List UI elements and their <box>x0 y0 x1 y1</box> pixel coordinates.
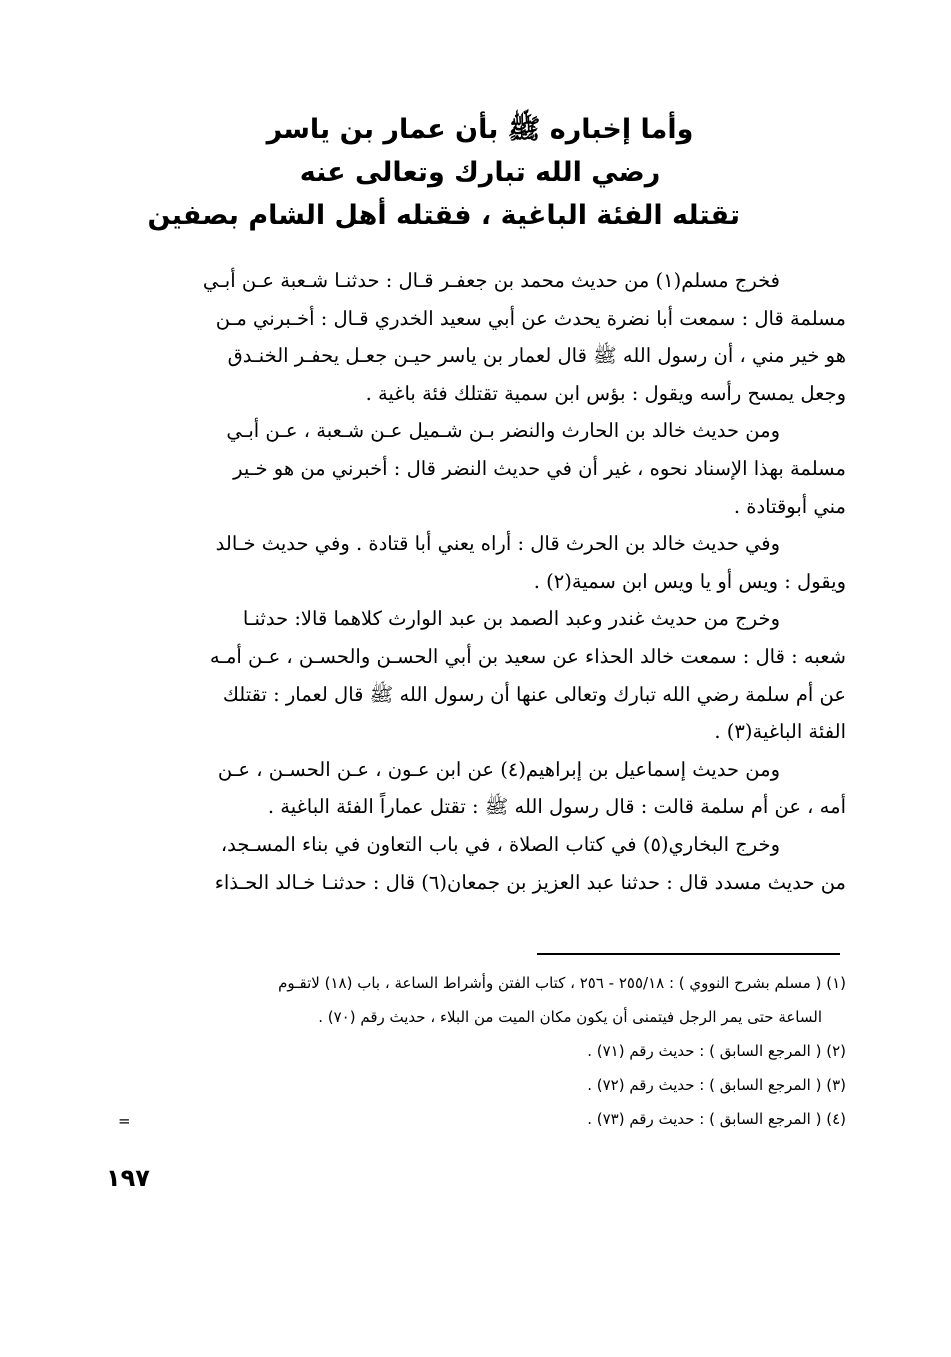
text-line: وجعل يمسح رأسه ويقول : بؤس ابن سمية تقتلك فئة باغية . <box>365 381 846 405</box>
text-line: ومن حديث خالد بن الحارث والنضر بـن شـميل عـن شـعبة ، عـن أبـي <box>226 419 780 443</box>
text-line: أمه ، عن أم سلمة قالت : قال رسول الله ﷺ : تقتل عماراً الفئة الباغية . <box>267 795 846 819</box>
heading-line-3: تقتله الفئة الباغية ، فقتله أهل الشام بصفين <box>147 200 740 231</box>
page-number: ١٩٧ <box>106 1164 150 1192</box>
text-line: ويقول : ويس أو يا ويس ابن سمية(٢) . <box>533 569 846 593</box>
text-line: مسلمة بهذا الإسناد نحوه ، غير أن في حديث النضر قال : أخبرني من هو خـير <box>233 456 846 480</box>
text-line: فخرج مسلم(١) من حديث محمد بن جعفـر قـال : حدثنـا شـعبة عـن أبـي <box>202 269 780 292</box>
text-line: عن أم سلمة رضي الله تبارك وتعالى عنها أن رسول الله ﷺ قال لعمار : تقتلك <box>222 682 846 706</box>
footnote-3: (٣) ( المرجع السابق ) : حديث رقم (٧٢) . <box>587 1076 846 1094</box>
footnote-divider <box>537 953 840 955</box>
footnote-4: (٤) ( المرجع السابق ) : حديث رقم (٧٣) . <box>587 1110 846 1128</box>
main-text <box>104 262 846 901</box>
text-line: وفي حديث خالد بن الحرث قال : أراه يعني أبا قتادة . وفي حديث خـالد <box>215 532 780 556</box>
text-line: ومن حديث إسماعيل بن إبراهيم(٤) عن ابن عـون ، عـن الحسـن ، عـن <box>217 757 780 781</box>
text-line: شعبه : قال : سمعت خالد الحذاء عن سعيد بن أبي الحسـن والحسـن ، عـن أمـه <box>209 644 846 668</box>
text-line: وخرج البخاري(٥) في كتاب الصلاة ، في باب التعاون في بناء المسـجد، <box>220 832 780 856</box>
text-line: الفئة الباغية(٣) . <box>714 720 846 744</box>
text-line: مسلمة قال : سمعت أبا نضرة يحدث عن أبي سعيد الخدري قـال : أخـبرني مـن <box>215 306 846 330</box>
heading-line-2: رضي الله تبارك وتعالى عنه <box>299 157 661 188</box>
text-line: مني أبوقتادة . <box>733 494 846 518</box>
footnote-2: (٢) ( المرجع السابق ) : حديث رقم (٧١) . <box>587 1042 846 1060</box>
footnote-1-continued: الساعة حتى يمر الرجل فيتمنى أن يكون مكان الميت من البلاء ، حديث رقم (٧٠) . <box>318 1008 822 1026</box>
chapter-heading <box>147 108 740 237</box>
footnotes <box>104 966 846 1136</box>
heading-line-1: وأما إخباره ﷺ بأن عمار بن ياسر <box>266 114 694 145</box>
text-line: من حديث مسدد قال : حدثنا عبد العزيز بن جمعان(٦) قال : حدثنـا خـالد الحـذاء <box>214 870 846 894</box>
text-line: وخرج من حديث غندر وعبد الصمد بن عبد الوارث كلاهما قالا: حدثنـا <box>242 607 780 631</box>
footnote-1: (١) ( مسلم بشرح النووي ) : ٢٥٥/١٨ - ٢٥٦ ، كتاب الفتن وأشراط الساعة ، باب (١٨) لاتقـوم <box>278 974 846 992</box>
continuation-mark: = <box>118 1112 131 1130</box>
text-line: هو خير مني ، أن رسول الله ﷺ قال لعمار بن ياسر حيـن جعـل يحفـر الخنـدق <box>227 344 846 368</box>
